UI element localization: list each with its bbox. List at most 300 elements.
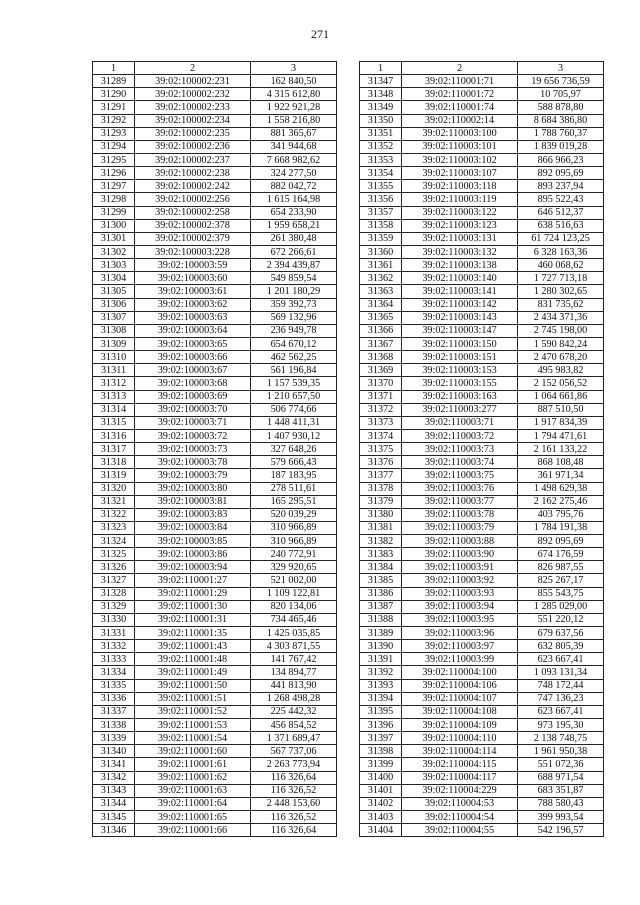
value-cell: 1 157 539,35 xyxy=(251,377,337,390)
row-number-cell: 31317 xyxy=(93,443,135,456)
cadastral-number-cell: 39:02:110003:123 xyxy=(402,219,518,232)
cadastral-number-cell: 39:02:110003:151 xyxy=(402,351,518,364)
cadastral-number-cell: 39:02:100002:235 xyxy=(135,127,251,140)
table-row xyxy=(360,311,604,324)
cadastral-number-cell: 39:02:110004:109 xyxy=(402,719,518,732)
table-row xyxy=(93,127,337,140)
table-row xyxy=(360,771,604,784)
column-header: 1 xyxy=(93,62,135,75)
table-row xyxy=(360,219,604,232)
row-number-cell: 31306 xyxy=(93,298,135,311)
row-number-cell: 31332 xyxy=(93,640,135,653)
row-number-cell: 31289 xyxy=(93,75,135,88)
value-cell: 1 093 131,34 xyxy=(518,666,604,679)
value-cell: 19 656 736,59 xyxy=(518,75,604,88)
value-cell: 1 615 164,98 xyxy=(251,193,337,206)
table-row xyxy=(360,456,604,469)
row-number-cell: 31393 xyxy=(360,679,402,692)
table-row xyxy=(93,180,337,193)
table-row xyxy=(93,272,337,285)
table-row xyxy=(93,535,337,548)
value-cell: 892 095,69 xyxy=(518,535,604,548)
value-cell: 162 840,50 xyxy=(251,75,337,88)
table-row xyxy=(93,219,337,232)
value-cell: 456 854,52 xyxy=(251,719,337,732)
cadastral-number-cell: 39:02:100003:65 xyxy=(135,337,251,350)
table-row xyxy=(360,416,604,429)
cadastral-number-cell: 39:02:110001:43 xyxy=(135,640,251,653)
value-cell: 1 201 180,29 xyxy=(251,285,337,298)
value-cell: 310 966,89 xyxy=(251,521,337,534)
row-number-cell: 31349 xyxy=(360,101,402,114)
row-number-cell: 31384 xyxy=(360,561,402,574)
table-row xyxy=(360,495,604,508)
cadastral-number-cell: 39:02:110003:92 xyxy=(402,574,518,587)
row-number-cell: 31381 xyxy=(360,521,402,534)
row-number-cell: 31385 xyxy=(360,574,402,587)
row-number-cell: 31403 xyxy=(360,811,402,824)
cadastral-number-cell: 39:02:110001:48 xyxy=(135,653,251,666)
cadastral-number-cell: 39:02:110003:118 xyxy=(402,180,518,193)
row-number-cell: 31323 xyxy=(93,521,135,534)
column-header: 2 xyxy=(402,62,518,75)
cadastral-number-cell: 39:02:110003:147 xyxy=(402,324,518,337)
row-number-cell: 31373 xyxy=(360,416,402,429)
row-number-cell: 31301 xyxy=(93,232,135,245)
row-number-cell: 31399 xyxy=(360,758,402,771)
row-number-cell: 31398 xyxy=(360,745,402,758)
row-number-cell: 31395 xyxy=(360,705,402,718)
table-row xyxy=(360,613,604,626)
row-number-cell: 31320 xyxy=(93,482,135,495)
value-cell: 747 136,23 xyxy=(518,692,604,705)
value-cell: 893 237,94 xyxy=(518,180,604,193)
row-number-cell: 31369 xyxy=(360,364,402,377)
table-header-row xyxy=(93,62,337,75)
table-row xyxy=(360,377,604,390)
row-number-cell: 31358 xyxy=(360,219,402,232)
cadastral-number-cell: 39:02:110001:66 xyxy=(135,824,251,837)
cadastral-number-cell: 39:02:110003:88 xyxy=(402,535,518,548)
row-number-cell: 31368 xyxy=(360,351,402,364)
cadastral-number-cell: 39:02:110003:119 xyxy=(402,193,518,206)
value-cell: 825 267,17 xyxy=(518,574,604,587)
cadastral-number-cell: 39:02:110003:77 xyxy=(402,495,518,508)
value-cell: 1 922 921,28 xyxy=(251,101,337,114)
value-cell: 236 949,78 xyxy=(251,324,337,337)
row-number-cell: 31391 xyxy=(360,653,402,666)
cadastral-number-cell: 39:02:110003:163 xyxy=(402,390,518,403)
value-cell: 654 670,12 xyxy=(251,337,337,350)
row-number-cell: 31299 xyxy=(93,206,135,219)
table-row xyxy=(93,653,337,666)
cadastral-number-cell: 39:02:110003:142 xyxy=(402,298,518,311)
table-row xyxy=(93,600,337,613)
cadastral-number-cell: 39:02:110003:143 xyxy=(402,311,518,324)
value-cell: 4 315 612,80 xyxy=(251,88,337,101)
table-row xyxy=(93,403,337,416)
value-cell: 569 132,96 xyxy=(251,311,337,324)
value-cell: 1 498 629,38 xyxy=(518,482,604,495)
row-number-cell: 31364 xyxy=(360,298,402,311)
table-row xyxy=(93,692,337,705)
value-cell: 2 470 678,20 xyxy=(518,351,604,364)
value-cell: 261 380,48 xyxy=(251,232,337,245)
value-cell: 1 794 471,61 xyxy=(518,429,604,442)
row-number-cell: 31352 xyxy=(360,140,402,153)
table-row xyxy=(360,824,604,837)
table-row xyxy=(93,167,337,180)
row-number-cell: 31345 xyxy=(93,811,135,824)
row-number-cell: 31341 xyxy=(93,758,135,771)
value-cell: 638 516,63 xyxy=(518,219,604,232)
row-number-cell: 31322 xyxy=(93,508,135,521)
value-cell: 674 176,59 xyxy=(518,548,604,561)
row-number-cell: 31363 xyxy=(360,285,402,298)
row-number-cell: 31336 xyxy=(93,692,135,705)
cadastral-number-cell: 39:02:110004:110 xyxy=(402,732,518,745)
value-cell: 2 263 773,94 xyxy=(251,758,337,771)
value-cell: 2 161 133,22 xyxy=(518,443,604,456)
table-row xyxy=(93,193,337,206)
table-row xyxy=(93,443,337,456)
value-cell: 4 303 871,55 xyxy=(251,640,337,653)
row-number-cell: 31370 xyxy=(360,377,402,390)
cadastral-number-cell: 39:02:110001:63 xyxy=(135,784,251,797)
row-number-cell: 31383 xyxy=(360,548,402,561)
table-row xyxy=(360,653,604,666)
cadastral-number-cell: 39:02:110003:101 xyxy=(402,140,518,153)
cadastral-number-cell: 39:02:100003:78 xyxy=(135,456,251,469)
column-header: 2 xyxy=(135,62,251,75)
cadastral-number-cell: 39:02:110004:54 xyxy=(402,811,518,824)
cadastral-number-cell: 39:02:110003:107 xyxy=(402,167,518,180)
table-row xyxy=(93,259,337,272)
value-cell: 2 162 275,46 xyxy=(518,495,604,508)
cadastral-number-cell: 39:02:110001:74 xyxy=(402,101,518,114)
value-cell: 460 068,62 xyxy=(518,259,604,272)
row-number-cell: 31348 xyxy=(360,88,402,101)
row-number-cell: 31396 xyxy=(360,719,402,732)
table-row xyxy=(93,324,337,337)
value-cell: 1 371 689,47 xyxy=(251,732,337,745)
value-cell: 688 971,54 xyxy=(518,771,604,784)
value-cell: 551 220,12 xyxy=(518,613,604,626)
row-number-cell: 31372 xyxy=(360,403,402,416)
table-row xyxy=(360,574,604,587)
cadastral-number-cell: 39:02:110001:54 xyxy=(135,732,251,745)
table-row xyxy=(93,705,337,718)
table-row xyxy=(360,429,604,442)
table-row xyxy=(93,232,337,245)
table-row xyxy=(93,679,337,692)
row-number-cell: 31377 xyxy=(360,469,402,482)
row-number-cell: 31397 xyxy=(360,732,402,745)
table-row xyxy=(360,259,604,272)
table-row xyxy=(360,153,604,166)
table-row xyxy=(360,548,604,561)
cadastral-number-cell: 39:02:100003:71 xyxy=(135,416,251,429)
table-row xyxy=(360,140,604,153)
value-cell: 6 328 163,36 xyxy=(518,245,604,258)
row-number-cell: 31330 xyxy=(93,613,135,626)
table-row xyxy=(360,232,604,245)
row-number-cell: 31378 xyxy=(360,482,402,495)
row-number-cell: 31375 xyxy=(360,443,402,456)
cadastral-number-cell: 39:02:110003:99 xyxy=(402,653,518,666)
table-row xyxy=(93,719,337,732)
table-row xyxy=(360,127,604,140)
cadastral-number-cell: 39:02:100002:236 xyxy=(135,140,251,153)
value-cell: 399 993,54 xyxy=(518,811,604,824)
cadastral-number-cell: 39:02:100003:83 xyxy=(135,508,251,521)
cadastral-number-cell: 39:02:100003:72 xyxy=(135,429,251,442)
value-cell: 1 959 658,21 xyxy=(251,219,337,232)
cadastral-number-cell: 39:02:100002:232 xyxy=(135,88,251,101)
table-row xyxy=(93,88,337,101)
cadastral-number-cell: 39:02:110001:60 xyxy=(135,745,251,758)
value-cell: 187 183,95 xyxy=(251,469,337,482)
cadastral-number-cell: 39:02:100002:378 xyxy=(135,219,251,232)
cadastral-number-cell: 39:02:110003:73 xyxy=(402,443,518,456)
table-row xyxy=(93,745,337,758)
row-number-cell: 31329 xyxy=(93,600,135,613)
cadastral-number-cell: 39:02:110004:106 xyxy=(402,679,518,692)
table-row xyxy=(93,416,337,429)
table-row xyxy=(93,351,337,364)
value-cell: 895 522,43 xyxy=(518,193,604,206)
row-number-cell: 31353 xyxy=(360,153,402,166)
row-number-cell: 31290 xyxy=(93,88,135,101)
value-cell: 2 434 371,36 xyxy=(518,311,604,324)
value-cell: 881 365,67 xyxy=(251,127,337,140)
value-cell: 1 109 122,81 xyxy=(251,587,337,600)
cadastral-number-cell: 39:02:100002:233 xyxy=(135,101,251,114)
cadastral-number-cell: 39:02:110001:31 xyxy=(135,613,251,626)
value-cell: 134 894,77 xyxy=(251,666,337,679)
cadastral-number-cell: 39:02:100003:63 xyxy=(135,311,251,324)
table-row xyxy=(93,101,337,114)
cadastral-number-cell: 39:02:100003:86 xyxy=(135,548,251,561)
table-row xyxy=(93,140,337,153)
row-number-cell: 31331 xyxy=(93,627,135,640)
table-row xyxy=(360,521,604,534)
value-cell: 826 987,55 xyxy=(518,561,604,574)
table-row xyxy=(360,705,604,718)
value-cell: 1 839 019,28 xyxy=(518,140,604,153)
cadastral-number-cell: 39:02:110004:229 xyxy=(402,784,518,797)
cadastral-number-cell: 39:02:110004:53 xyxy=(402,797,518,810)
cadastral-number-cell: 39:02:110003:93 xyxy=(402,587,518,600)
row-number-cell: 31313 xyxy=(93,390,135,403)
row-number-cell: 31380 xyxy=(360,508,402,521)
table-row xyxy=(93,153,337,166)
column-header: 3 xyxy=(518,62,604,75)
table-row xyxy=(93,508,337,521)
value-cell: 831 735,62 xyxy=(518,298,604,311)
table-row xyxy=(93,482,337,495)
cadastral-number-cell: 39:02:100002:242 xyxy=(135,180,251,193)
table-row xyxy=(360,627,604,640)
cadastral-number-cell: 39:02:110004:114 xyxy=(402,745,518,758)
row-number-cell: 31291 xyxy=(93,101,135,114)
cadastral-number-cell: 39:02:110003:94 xyxy=(402,600,518,613)
value-cell: 520 039,29 xyxy=(251,508,337,521)
row-number-cell: 31344 xyxy=(93,797,135,810)
value-cell: 1 727 713,18 xyxy=(518,272,604,285)
row-number-cell: 31311 xyxy=(93,364,135,377)
row-number-cell: 31365 xyxy=(360,311,402,324)
value-cell: 1 425 035,85 xyxy=(251,627,337,640)
table-row xyxy=(93,114,337,127)
cadastral-number-cell: 39:02:100002:256 xyxy=(135,193,251,206)
value-cell: 506 774,66 xyxy=(251,403,337,416)
cadastral-number-cell: 39:02:110003:100 xyxy=(402,127,518,140)
value-cell: 683 351,87 xyxy=(518,784,604,797)
value-cell: 2 152 056,52 xyxy=(518,377,604,390)
table-row xyxy=(360,758,604,771)
value-cell: 679 637,56 xyxy=(518,627,604,640)
value-cell: 1 268 498,28 xyxy=(251,692,337,705)
value-cell: 882 042,72 xyxy=(251,180,337,193)
cadastral-number-cell: 39:02:110004:108 xyxy=(402,705,518,718)
row-number-cell: 31321 xyxy=(93,495,135,508)
table-row xyxy=(93,206,337,219)
value-cell: 788 580,43 xyxy=(518,797,604,810)
cadastral-number-cell: 39:02:100003:73 xyxy=(135,443,251,456)
table-row xyxy=(360,535,604,548)
table-row xyxy=(360,272,604,285)
table-row xyxy=(360,337,604,350)
cadastral-number-cell: 39:02:110004:100 xyxy=(402,666,518,679)
value-cell: 278 511,61 xyxy=(251,482,337,495)
cadastral-number-cell: 39:02:100003:94 xyxy=(135,561,251,574)
value-cell: 8 684 386,80 xyxy=(518,114,604,127)
table-row xyxy=(93,456,337,469)
table-row xyxy=(93,390,337,403)
cadastral-number-cell: 39:02:100003:81 xyxy=(135,495,251,508)
value-cell: 359 392,73 xyxy=(251,298,337,311)
cadastral-number-cell: 39:02:100003:228 xyxy=(135,245,251,258)
column-header: 1 xyxy=(360,62,402,75)
row-number-cell: 31293 xyxy=(93,127,135,140)
value-cell: 2 394 439,87 xyxy=(251,259,337,272)
row-number-cell: 31335 xyxy=(93,679,135,692)
row-number-cell: 31356 xyxy=(360,193,402,206)
cadastral-number-cell: 39:02:110001:65 xyxy=(135,811,251,824)
cadastral-number-cell: 39:02:110003:153 xyxy=(402,364,518,377)
value-cell: 61 724 123,25 xyxy=(518,232,604,245)
cadastral-number-cell: 39:02:110003:102 xyxy=(402,153,518,166)
cadastral-number-cell: 39:02:110001:49 xyxy=(135,666,251,679)
row-number-cell: 31319 xyxy=(93,469,135,482)
value-cell: 654 233,90 xyxy=(251,206,337,219)
row-number-cell: 31371 xyxy=(360,390,402,403)
row-number-cell: 31360 xyxy=(360,245,402,258)
cadastral-number-cell: 39:02:110001:27 xyxy=(135,574,251,587)
row-number-cell: 31315 xyxy=(93,416,135,429)
row-number-cell: 31390 xyxy=(360,640,402,653)
table-row xyxy=(360,797,604,810)
cadastral-number-cell: 39:02:110003:74 xyxy=(402,456,518,469)
row-number-cell: 31362 xyxy=(360,272,402,285)
table-row xyxy=(360,679,604,692)
table-row xyxy=(93,574,337,587)
value-cell: 1 064 661,86 xyxy=(518,390,604,403)
value-cell: 1 558 216,80 xyxy=(251,114,337,127)
row-number-cell: 31351 xyxy=(360,127,402,140)
value-cell: 892 095,69 xyxy=(518,167,604,180)
cadastral-number-cell: 39:02:110001:62 xyxy=(135,771,251,784)
row-number-cell: 31343 xyxy=(93,784,135,797)
cadastral-number-cell: 39:02:110001:35 xyxy=(135,627,251,640)
cadastral-number-cell: 39:02:110003:91 xyxy=(402,561,518,574)
value-cell: 542 196,57 xyxy=(518,824,604,837)
cadastral-number-cell: 39:02:110001:71 xyxy=(402,75,518,88)
value-cell: 561 196,84 xyxy=(251,364,337,377)
cadastral-number-cell: 39:02:110003:96 xyxy=(402,627,518,640)
value-cell: 361 971,34 xyxy=(518,469,604,482)
value-cell: 579 666,43 xyxy=(251,456,337,469)
table-row xyxy=(360,811,604,824)
value-cell: 116 326,64 xyxy=(251,824,337,837)
table-row xyxy=(360,732,604,745)
row-number-cell: 31342 xyxy=(93,771,135,784)
cadastral-number-cell: 39:02:100003:64 xyxy=(135,324,251,337)
table-row xyxy=(360,666,604,679)
row-number-cell: 31354 xyxy=(360,167,402,180)
row-number-cell: 31328 xyxy=(93,587,135,600)
value-cell: 341 944,68 xyxy=(251,140,337,153)
cadastral-number-cell: 39:02:110003:75 xyxy=(402,469,518,482)
cadastral-number-cell: 39:02:110003:140 xyxy=(402,272,518,285)
row-number-cell: 31401 xyxy=(360,784,402,797)
row-number-cell: 31402 xyxy=(360,797,402,810)
table-row xyxy=(93,364,337,377)
table-header-row xyxy=(360,62,604,75)
table-row xyxy=(93,285,337,298)
cadastral-number-cell: 39:02:100002:238 xyxy=(135,167,251,180)
table-row xyxy=(360,75,604,88)
table-row xyxy=(93,495,337,508)
row-number-cell: 31388 xyxy=(360,613,402,626)
table-row xyxy=(360,561,604,574)
row-number-cell: 31302 xyxy=(93,245,135,258)
row-number-cell: 31307 xyxy=(93,311,135,324)
value-cell: 327 648,26 xyxy=(251,443,337,456)
value-cell: 623 667,41 xyxy=(518,705,604,718)
value-cell: 820 134,06 xyxy=(251,600,337,613)
value-cell: 1 407 930,12 xyxy=(251,429,337,442)
value-cell: 441 813,90 xyxy=(251,679,337,692)
value-cell: 866 966,23 xyxy=(518,153,604,166)
table-row xyxy=(93,245,337,258)
row-number-cell: 31297 xyxy=(93,180,135,193)
cadastral-number-cell: 39:02:100003:60 xyxy=(135,272,251,285)
row-number-cell: 31337 xyxy=(93,705,135,718)
value-cell: 116 326,52 xyxy=(251,811,337,824)
row-number-cell: 31326 xyxy=(93,561,135,574)
row-number-cell: 31294 xyxy=(93,140,135,153)
cadastral-number-cell: 39:02:100002:231 xyxy=(135,75,251,88)
value-cell: 2 448 153,60 xyxy=(251,797,337,810)
row-number-cell: 31386 xyxy=(360,587,402,600)
row-number-cell: 31304 xyxy=(93,272,135,285)
table-row xyxy=(360,193,604,206)
registry-table-right xyxy=(359,61,604,837)
table-row xyxy=(360,324,604,337)
cadastral-number-cell: 39:02:110003:138 xyxy=(402,259,518,272)
